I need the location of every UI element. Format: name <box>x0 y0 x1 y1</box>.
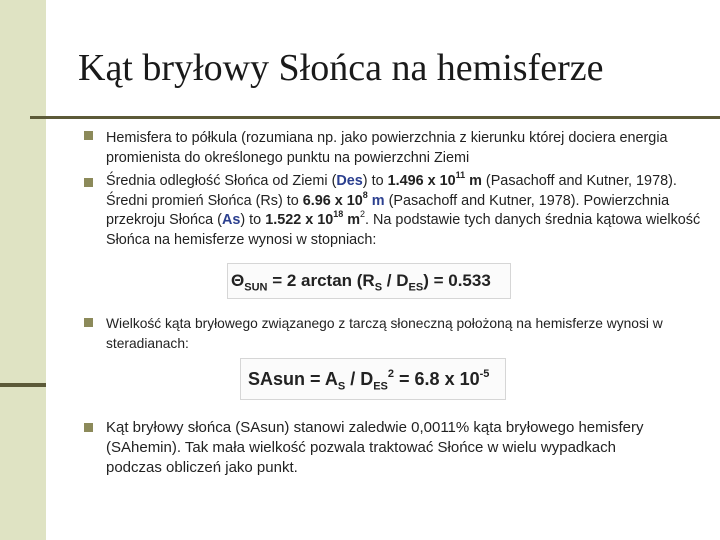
bullet-text-solid-angle: Wielkość kąta bryłowego związanego z tarczą słoneczną położoną na hemisferze wynosi w steradianach: <box>106 316 663 351</box>
slide-title: Kąt bryłowy Słońca na hemisferze <box>78 47 604 89</box>
bullet-marker <box>84 131 93 140</box>
des-symbol: Des <box>336 173 363 189</box>
bullet-marker <box>84 178 93 187</box>
bullet-text-sun-distance: Średnia odległość Słońca od Ziemi (Des) to 1.496 x $10^{11}$ m (Pasachoff and Kutner, 1978). Średni promień Słońca (Rs) to 6.96 x $10^8$ m (Pasachoff and Kutner, 1978). Powierzchnia przekroju Słońca (As) to 1.522 x $10^{18}$ $m^2$. Na podstawie tych danych średnia kątowa wielkość Słońca na hemisferze wynosi w stopniach: <box>106 170 701 248</box>
bullet-text-solid-angle-fraction: Kąt bryłowy słońca (SAsun) stanowi zaledwie 0,0011% kąta bryłowego hemisfery (SAhemin). Tak mała wielkość pozwala traktować Słońce w wielu wypadkach podczas obliczeń jako punkt. <box>106 419 644 476</box>
left-decorative-band <box>0 0 46 540</box>
bullet-marker <box>84 318 93 327</box>
as-symbol: As <box>221 212 241 228</box>
bullet-text-hemisphere: Hemisfera to półkula (rozumiana np. jako powierzchnia z kierunku której dociera energia promienista do określonego punktu na powierzchni Ziemi <box>106 130 668 166</box>
formula-angular-size: $\Theta_{SUN} = 2$ $\arctan (R_S / D_{ES}) = 0.533$ <box>227 263 511 299</box>
formula-solid-angle: SAsun = $A_S / D_{ES}^2 = 6.8$ x $10^{-5}$ <box>240 358 506 400</box>
bullet-marker <box>84 423 93 432</box>
title-underline <box>30 116 720 119</box>
left-band-divider <box>0 383 46 387</box>
